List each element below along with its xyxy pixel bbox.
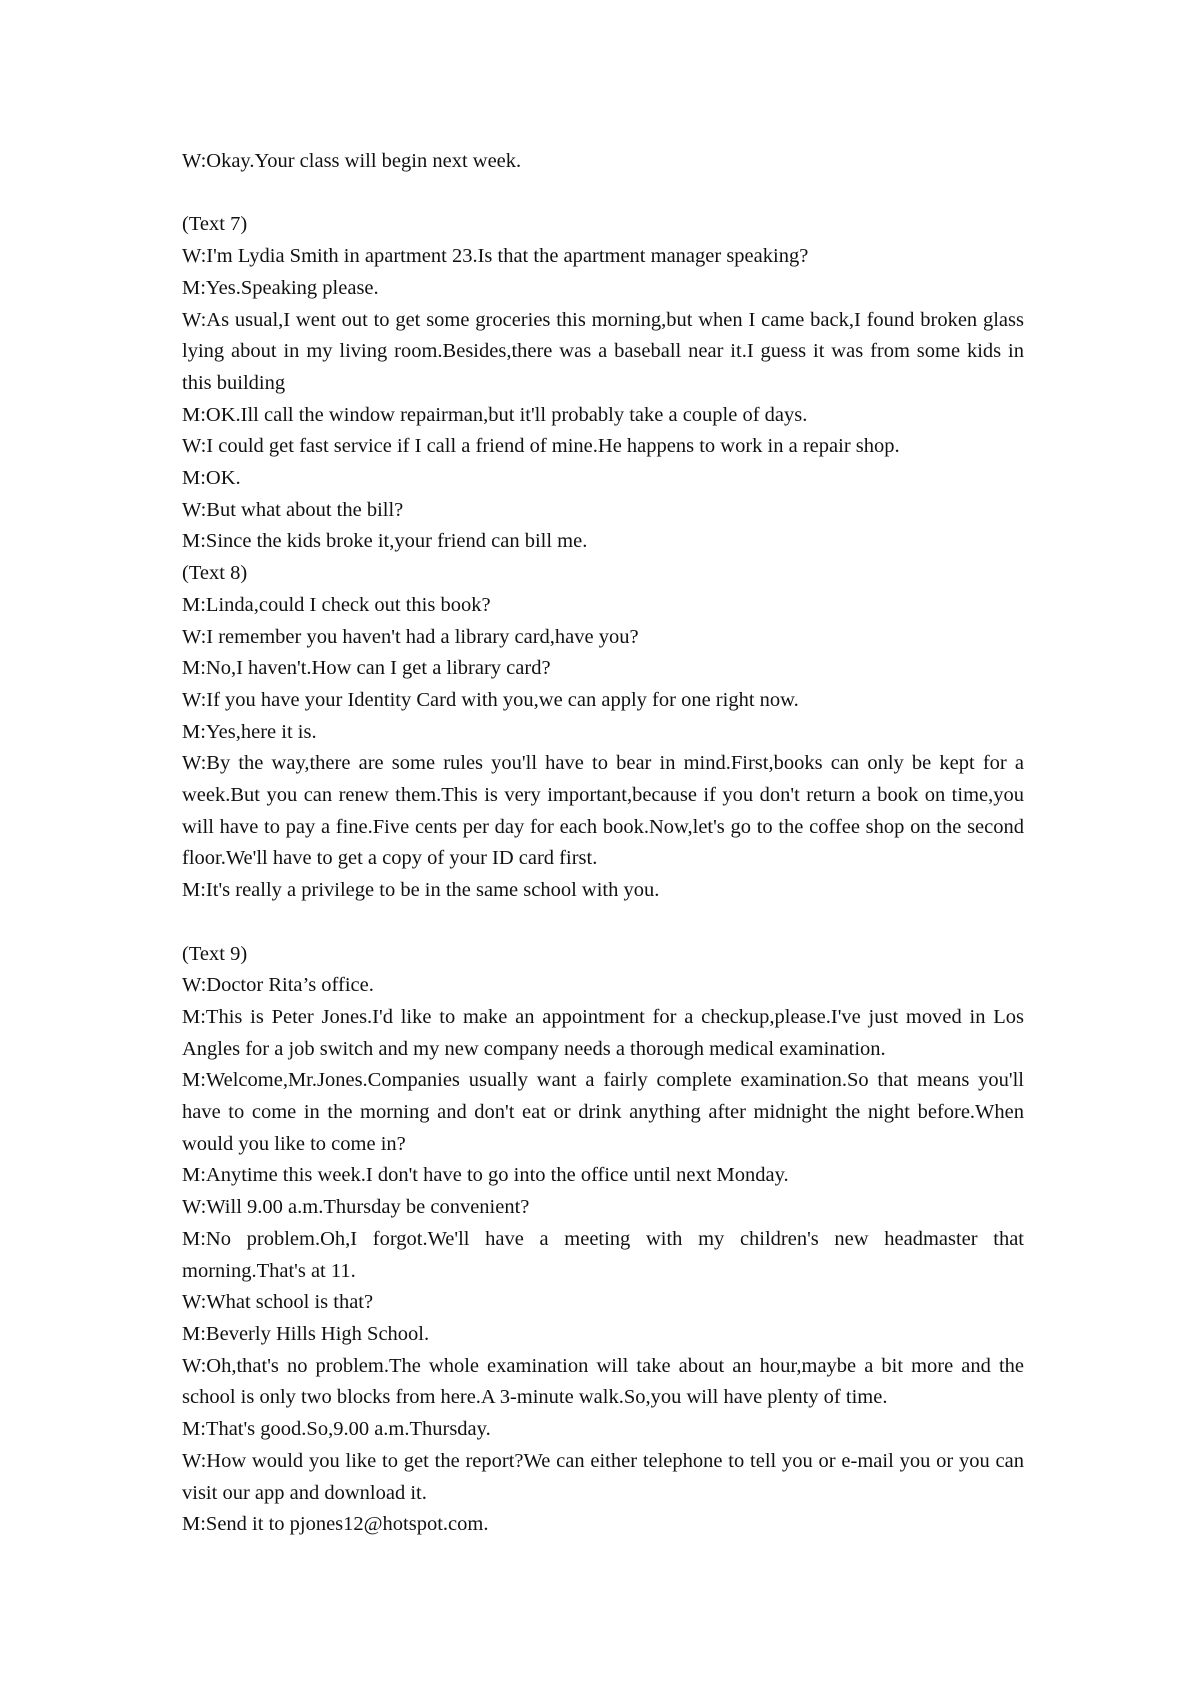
dialogue-line: W:I could get fast service if I call a friend of mine.He happens to work in a repair shop. <box>182 435 900 458</box>
dialogue-line: W:Doctor Rita’s office. <box>182 974 374 997</box>
dialogue-line: M:OK. <box>182 467 241 490</box>
dialogue-line: M:Since the kids broke it,your friend can bill me. <box>182 530 588 553</box>
dialogue-line: W:Will 9.00 a.m.Thursday be convenient? <box>182 1196 530 1219</box>
document-page <box>182 146 1024 1541</box>
dialogue-paragraph: W:How would you like to get the report?We can either telephone to tell you or e-mail you or you can visit our app and download it. <box>182 1449 1024 1504</box>
blank-line <box>182 178 1024 210</box>
dialogue-line: M:Anytime this week.I don't have to go into the office until next Monday. <box>182 1164 789 1187</box>
section-heading-text-9: (Text 9) <box>182 942 248 965</box>
dialogue-paragraph: M:No problem.Oh,I forgot.We'll have a meeting with my children's new headmaster that morning.That's at 11. <box>182 1227 1024 1282</box>
dialogue-line: M:It's really a privilege to be in the same school with you. <box>182 879 660 902</box>
dialogue-line: M:Beverly Hills High School. <box>182 1322 430 1345</box>
dialogue-paragraph: M:Welcome,Mr.Jones.Companies usually want a fairly complete examination.So that means you'll have to come in the morning and don't eat or drink anything after midnight the night before.When would you like to come in? <box>182 1069 1024 1155</box>
dialogue-paragraph: W:As usual,I went out to get some groceries this morning,but when I came back,I found broken glass lying about in my living room.Besides,there was a baseball near it.I guess it was from some kids in this building <box>182 308 1024 394</box>
dialogue-line: W:I remember you haven't had a library card,have you? <box>182 625 639 648</box>
dialogue-line: M:Linda,could I check out this book? <box>182 593 491 616</box>
section-heading-text-7: (Text 7) <box>182 213 248 236</box>
dialogue-line: W:I'm Lydia Smith in apartment 23.Is that the apartment manager speaking? <box>182 245 809 268</box>
dialogue-line: M:Yes,here it is. <box>182 720 317 743</box>
dialogue-line: M:Yes.Speaking please. <box>182 276 379 299</box>
dialogue-line: W:But what about the bill? <box>182 498 404 521</box>
dialogue-line: M:OK.Ill call the window repairman,but it'll probably take a couple of days. <box>182 403 808 426</box>
dialogue-line: W:If you have your Identity Card with you,we can apply for one right now. <box>182 688 799 711</box>
dialogue-line: W:What school is that? <box>182 1291 374 1314</box>
dialogue-paragraph: W:By the way,there are some rules you'll have to bear in mind.First,books can only be kept for a week.But you can renew them.This is very important,because if you don't return a book on time,you will have to pay a fine.Five cents per day for each book.Now,let's go to the coffee shop on the second floor.We'll have to get a copy of your ID card first. <box>182 752 1024 870</box>
dialogue-paragraph: W:Oh,that's no problem.The whole examination will take about an hour,maybe a bit more and the school is only two blocks from here.A 3-minute walk.So,you will have plenty of time. <box>182 1354 1024 1409</box>
dialogue-line: M:That's good.So,9.00 a.m.Thursday. <box>182 1418 491 1441</box>
dialogue-line: M:Send it to pjones12@hotspot.com. <box>182 1513 489 1536</box>
dialogue-paragraph: M:This is Peter Jones.I'd like to make an appointment for a checkup,please.I've just moved in Los Angles for a job switch and my new company needs a thorough medical examination. <box>182 1005 1024 1060</box>
dialogue-line: W:Okay.Your class will begin next week. <box>182 150 522 172</box>
dialogue-line: M:No,I haven't.How can I get a library card? <box>182 657 551 680</box>
blank-line <box>182 907 1024 939</box>
section-heading-text-8: (Text 8) <box>182 562 248 585</box>
